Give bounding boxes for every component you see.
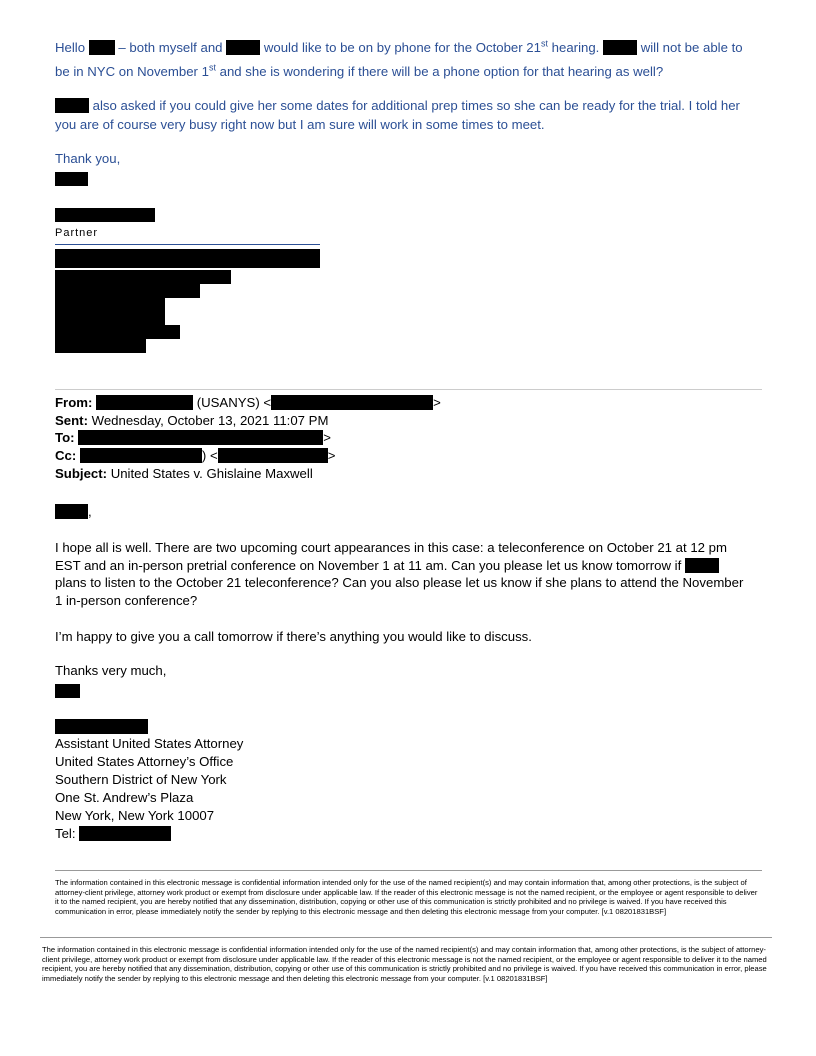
divider — [40, 937, 772, 938]
text: – both myself and — [118, 40, 223, 55]
subject-line — [55, 465, 313, 483]
redaction — [55, 298, 165, 311]
redaction — [55, 311, 165, 325]
to-line — [55, 429, 331, 447]
text: Wednesday, October 13, 2021 11:07 PM — [91, 413, 329, 428]
redaction — [80, 448, 202, 463]
body-line — [55, 557, 719, 575]
redaction — [55, 208, 155, 222]
text: hearing. — [551, 40, 600, 55]
signature-line: Southern District of New York — [55, 772, 227, 787]
redaction — [271, 395, 433, 410]
redaction — [55, 284, 200, 298]
signature-line: New York, New York 10007 — [55, 808, 215, 823]
sent-line — [55, 412, 328, 430]
body-line: I’m happy to give you a call tomorrow if there’s anything you would like to discuss. — [55, 629, 532, 644]
closing: Thanks very much, — [55, 663, 167, 678]
redaction — [78, 430, 323, 445]
reply-line-2 — [55, 63, 663, 81]
body-line: plans to listen to the October 21 teleconference? Can you also please let us know if she plans to attend the November — [55, 575, 744, 590]
redaction — [55, 325, 180, 339]
redaction — [218, 448, 328, 463]
divider — [55, 244, 320, 245]
reply-line-3 — [55, 97, 740, 115]
text: > — [433, 395, 441, 410]
redaction — [96, 395, 193, 410]
redaction — [79, 826, 171, 841]
label: Cc: — [55, 448, 77, 463]
label: From: — [55, 395, 93, 410]
redaction — [685, 558, 719, 573]
signature-line: Assistant United States Attorney — [55, 736, 244, 751]
text: (USANYS) < — [196, 395, 272, 410]
reply-title: Partner — [55, 227, 99, 239]
redaction — [55, 270, 231, 284]
tel-line — [55, 825, 171, 843]
text: will not be able to — [640, 40, 743, 55]
text: and she is wondering if there will be a phone option for that hearing as well? — [219, 64, 664, 79]
greeting — [55, 503, 92, 521]
body-line: 1 in-person conference? — [55, 593, 198, 608]
text: United States v. Ghislaine Maxwell — [110, 466, 313, 481]
redaction — [55, 504, 88, 519]
signature-line: United States Attorney’s Office — [55, 754, 234, 769]
cc-line — [55, 447, 335, 465]
label: Sent: — [55, 413, 88, 428]
text: EST and an in-person pretrial conference on November 1 at 11 am. Can you please let us know tomorrow if — [55, 558, 682, 573]
redaction — [55, 339, 146, 353]
text: be in NYC on November 1 — [55, 64, 209, 79]
superscript: st — [540, 38, 548, 49]
text: Hello — [55, 40, 86, 55]
reply-line-1 — [55, 39, 743, 57]
disclaimer: The information contained in this electronic message is confidential information intended only for the use of the named recipient(s) and may contain information that, among other protections, is the subject of attorney-client privilege, attorney work product or exempt from disclosure under applicable law. If the reader of this electronic message is not the named recipient, or the employee or agent responsible to deliver it to the named recipient, you are hereby notified that any dissemination, distribution, copying or other use of this communication is strictly prohibited and no privilege is waived. If you have received this communication in error, please immediately notify the sender by replying to this electronic message and then deleting this electronic message from your computer. [v.1 08201831BSF] — [42, 945, 767, 983]
text: would like to be on by phone for the October 21 — [263, 40, 541, 55]
label: Subject: — [55, 466, 108, 481]
redaction — [55, 719, 148, 734]
text: ) < — [201, 448, 218, 463]
text: > — [323, 430, 331, 445]
redaction — [55, 98, 89, 113]
divider — [55, 870, 762, 871]
label: To: — [55, 430, 75, 445]
redaction — [55, 172, 88, 186]
text: , — [88, 504, 92, 519]
disclaimer: The information contained in this electronic message is confidential information intended only for the use of the named recipient(s) and may contain information that, among other protections, is the subject of attorney-client privilege, attorney work product or exempt from disclosure under applicable law. If the reader of this electronic message is not the named recipient, or the employee or agent responsible to deliver it to the named recipient, you are hereby notified that any dissemination, distribution, copying or other use of this communication is strictly prohibited and no privilege is waived. If you have received this communication in error, please immediately notify the sender by replying to this electronic message and then deleting this electronic message from your computer. [v.1 08201831BSF] — [55, 878, 758, 916]
redaction — [603, 40, 637, 55]
divider — [55, 389, 762, 390]
redaction — [89, 40, 115, 55]
text: > — [327, 448, 336, 463]
text: also asked if you could give her some dates for additional prep times so she can be ready for the trial. I told her — [92, 98, 740, 113]
redaction — [55, 684, 80, 698]
redaction — [55, 249, 320, 268]
reply-line-4: you are of course very busy right now but I am sure will work in some times to meet. — [55, 117, 545, 132]
body-line: I hope all is well. There are two upcoming court appearances in this case: a teleconference on October 21 at 12 pm — [55, 540, 727, 555]
signature-line: One St. Andrew’s Plaza — [55, 790, 194, 805]
redaction — [226, 40, 260, 55]
label: Tel: — [55, 826, 76, 841]
reply-closing: Thank you, — [55, 151, 121, 166]
from-line — [55, 394, 441, 412]
superscript: st — [208, 62, 216, 73]
